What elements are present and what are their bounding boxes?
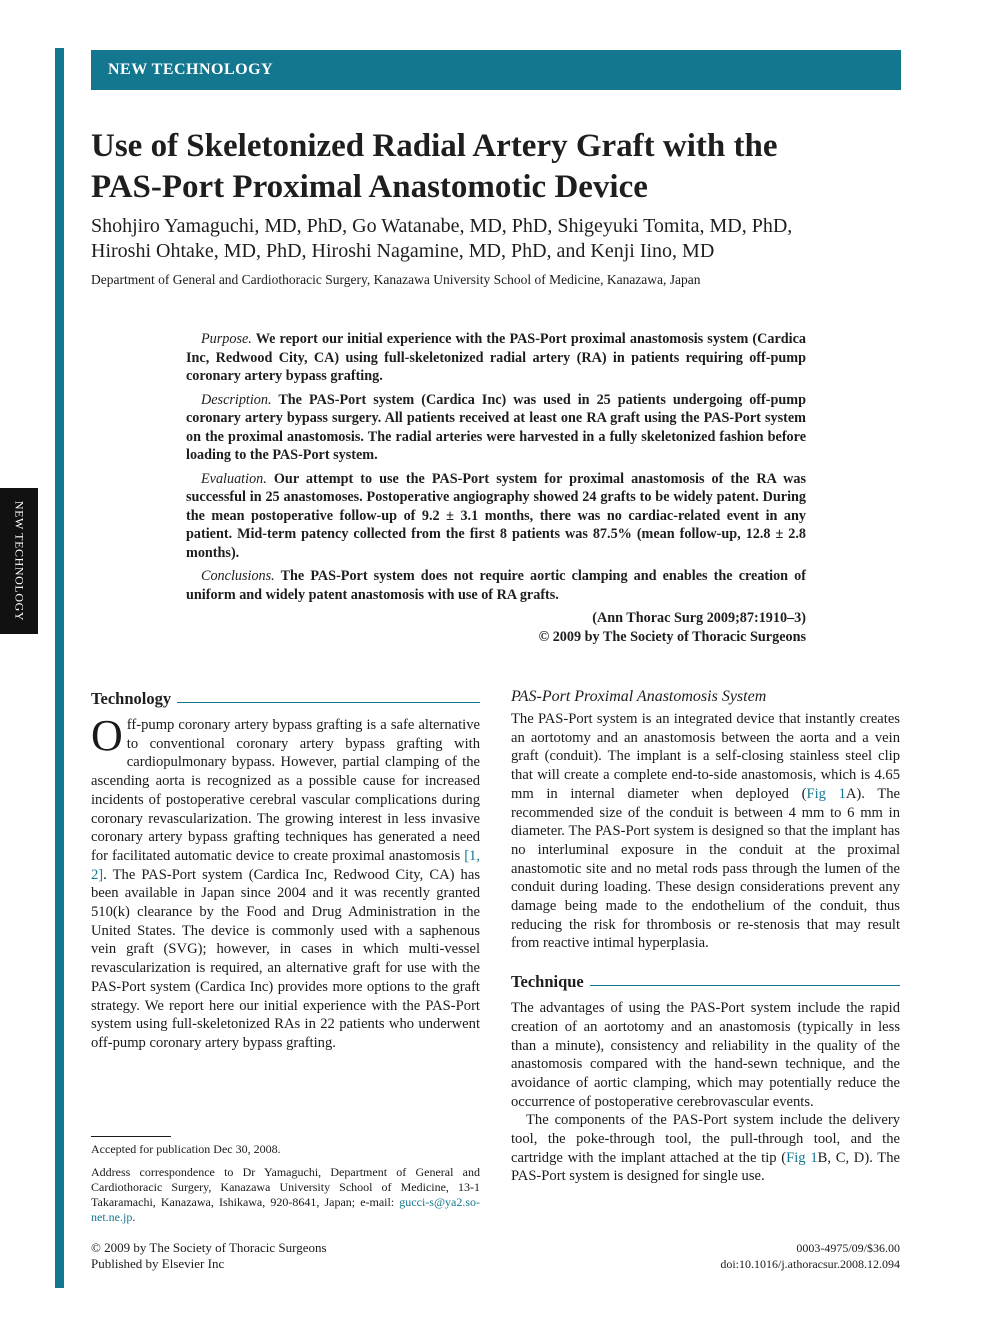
- description-label: Description.: [201, 391, 272, 408]
- technology-heading-text: Technology: [91, 688, 172, 708]
- title-line-1: Use of Skeletonized Radial Artery Graft with the: [91, 128, 778, 164]
- pas-port-subheading: PAS-Port Proximal Anastomosis System: [511, 688, 767, 705]
- publisher-copyright: © 2009 by The Society of Thoracic Surgeons: [91, 1240, 327, 1255]
- reference-link-1-2[interactable]: [1, 2]: [91, 847, 480, 883]
- description-text: The PAS-Port system (Cardica Inc) was used in 25 patients undergoing off-pump coronary artery bypass surgery. All patients received at least one RA graft using the PAS-Port system on the proximal anastomosis. The radial arteries were harvested in a fully skeletonized fashion before loading to the PAS-Port system.: [186, 391, 806, 463]
- evaluation-label: Evaluation.: [201, 470, 267, 487]
- technology-text-2: . The PAS-Port system (Cardica Inc, Redwood City, CA) has been available in Japan since 2004 and it was recently granted 510(k) clearance by the Food and Drug Administration in the United States. The device is commonly used with a saphenous vein graft (SVG); however, in cases in which multi-vessel revascularization is required, an alternative graft for use with the PAS-Port system (Cardica Inc) provides more options to the graft strategy. We report here our initial experience with the PAS-Port system using full-skeletonized RAs in 22 patients who underwent off-pump coronary artery bypass grafting.: [91, 866, 480, 1051]
- abstract-purpose: [186, 330, 806, 386]
- abstract-copyright: © 2009 by The Society of Thoracic Surgeons: [538, 628, 806, 645]
- technique-paragraph-1: The advantages of using the PAS-Port system include the rapid creation of an aortotomy and an anastomosis (typically in less than a minute), consistency and reliability in the quality of the anastomosis compared with the hand-sewn technique, and the avoidance of aortic clamping, which may potentially reduce the occurrence of postoperative cerebrovascular events.: [511, 1000, 900, 1110]
- abstract: [186, 330, 806, 646]
- technique-text-1: The components of the PAS-Port system include the delivery tool, the poke-through tool, the pull-through tool, and the cartridge with the implant attached at the tip (: [511, 1112, 900, 1166]
- abstract-evaluation: [186, 470, 806, 563]
- email-link[interactable]: gucci-s@ya2.so-net.ne.jp: [91, 1195, 480, 1224]
- pas-port-text-2: A). The recommended size of the conduit is between 4 mm to 6 mm in diameter. The PAS-Port system is designed so that the implant has no interluminal exposure in the conduit at the proximal anastomotic site and no metal rods pass through the lumen of the conduit during loading. These design considerations prevent any damage being made to the endothelium of the conduit, thus reducing the risk for thrombosis or re-stenosis that may result from reactive intimal hyperplasia.: [511, 785, 901, 952]
- technology-paragraph: [91, 711, 480, 1053]
- left-accent-rule: [55, 48, 64, 1288]
- pas-port-paragraph: [511, 710, 900, 953]
- abstract-conclusions: [186, 567, 806, 604]
- technique-heading: [511, 971, 900, 993]
- authors-line-1: Shohjiro Yamaguchi, MD, PhD, Go Watanabe, MD, PhD, Shigeyuki Tomita, MD, PhD,: [91, 215, 793, 237]
- journal-citation: (Ann Thorac Surg 2009;87:1910–3): [592, 610, 806, 626]
- evaluation-text: Our attempt to use the PAS-Port system for proximal anastomosis of the RA was successful in 25 anastomoses. Postoperative angiography showed 24 grafts to be widely patent. During the mean postoperative follow-up of 9.2 ± 3.1 months, there was no cardiac-related event in any patient. Mid-term patency collected from the first 8 patients was 87.5% (mean follow-up, 12.8 ± 2.8 months).: [186, 470, 807, 561]
- correspondence-end: .: [132, 1210, 136, 1224]
- technique-heading-text: Technique: [511, 971, 584, 991]
- section-banner: NEW TECHNOLOGY: [91, 50, 901, 90]
- figure-link-1a[interactable]: Fig 1: [806, 785, 846, 802]
- doi: doi:10.1016/j.athoracsur.2008.12.094: [720, 1257, 900, 1271]
- published-by: Published by Elsevier Inc: [91, 1256, 225, 1271]
- drop-cap: O: [91, 711, 123, 760]
- correspondence-note: [91, 1165, 480, 1225]
- technology-text-1: ff-pump coronary artery bypass grafting is a safe alternative to conventional coronary artery bypass grafting with cardiopulmonary bypass. However, partial clamping of the ascending aorta is recognized as a possible cause for increased incidents of postoperative cerebral vascular complications during coronary revascularization. The growing interest in less invasive coronary artery bypass grafting techniques has generated a need for facilitated automatic device to create proximal anastomosis: [91, 717, 480, 864]
- purpose-label: Purpose.: [201, 331, 252, 347]
- accepted-note: Accepted for publication Dec 30, 2008.: [91, 1142, 281, 1156]
- conclusions-label: Conclusions.: [201, 568, 275, 584]
- pas-port-text-1: The PAS-Port system is an integrated device that instantly creates an aortotomy and an anastomosis between the aorta and a vein graft (conduit). The implant is a self-closing stainless steel clip that will create a complete end-to-side anastomosis, which is 4.65 mm in internal diameter when deployed (: [511, 711, 900, 802]
- side-tab-label: NEW TECHNOLOGY: [12, 500, 27, 622]
- side-tab: [0, 488, 38, 634]
- left-column: [91, 688, 480, 1053]
- article-identifiers: [720, 1240, 900, 1272]
- title-line-2: PAS-Port Proximal Anastomotic Device: [91, 169, 648, 205]
- footnote-rule: [91, 1136, 171, 1137]
- heading-rule: [177, 702, 480, 703]
- heading-rule: [590, 985, 900, 986]
- technique-text-2: B, C, D). The PAS-Port system is designed for single use.: [511, 1149, 900, 1185]
- article-title: [91, 126, 901, 208]
- technique-paragraph-2: [511, 1111, 900, 1186]
- affiliation: Department of General and Cardiothoracic Surgery, Kanazawa University School of Medicine, Kanazawa, Japan: [91, 272, 701, 287]
- figure-link-1b[interactable]: Fig 1: [786, 1149, 818, 1166]
- abstract-description: [186, 391, 806, 465]
- purpose-text: We report our initial experience with the PAS-Port proximal anastomosis system (Cardica Inc, Redwood City, CA) using full-skeletonized radial artery (RA) in patients requiring off-pump coronary artery bypass grafting.: [186, 331, 806, 384]
- author-list: [91, 214, 901, 264]
- publisher-info: [91, 1240, 327, 1272]
- authors-line-2: Hiroshi Ohtake, MD, PhD, Hiroshi Nagamine, MD, PhD, and Kenji Iino, MD: [91, 240, 715, 262]
- technology-heading: [91, 688, 480, 710]
- conclusions-text: The PAS-Port system does not require aortic clamping and enables the creation of uniform and widely patent anastomosis with use of RA grafts.: [186, 568, 806, 603]
- right-column: [511, 688, 900, 1186]
- issn-price: 0003-4975/09/$36.00: [796, 1241, 900, 1255]
- correspondence-text: Address correspondence to Dr Yamaguchi, Department of General and Cardiothoracic Surgery, Kanazawa University School of Medicine, 13-1 Takaramachi, Kanazawa, Ishikawa, 920-8641, Japan; e-mail:: [91, 1165, 480, 1209]
